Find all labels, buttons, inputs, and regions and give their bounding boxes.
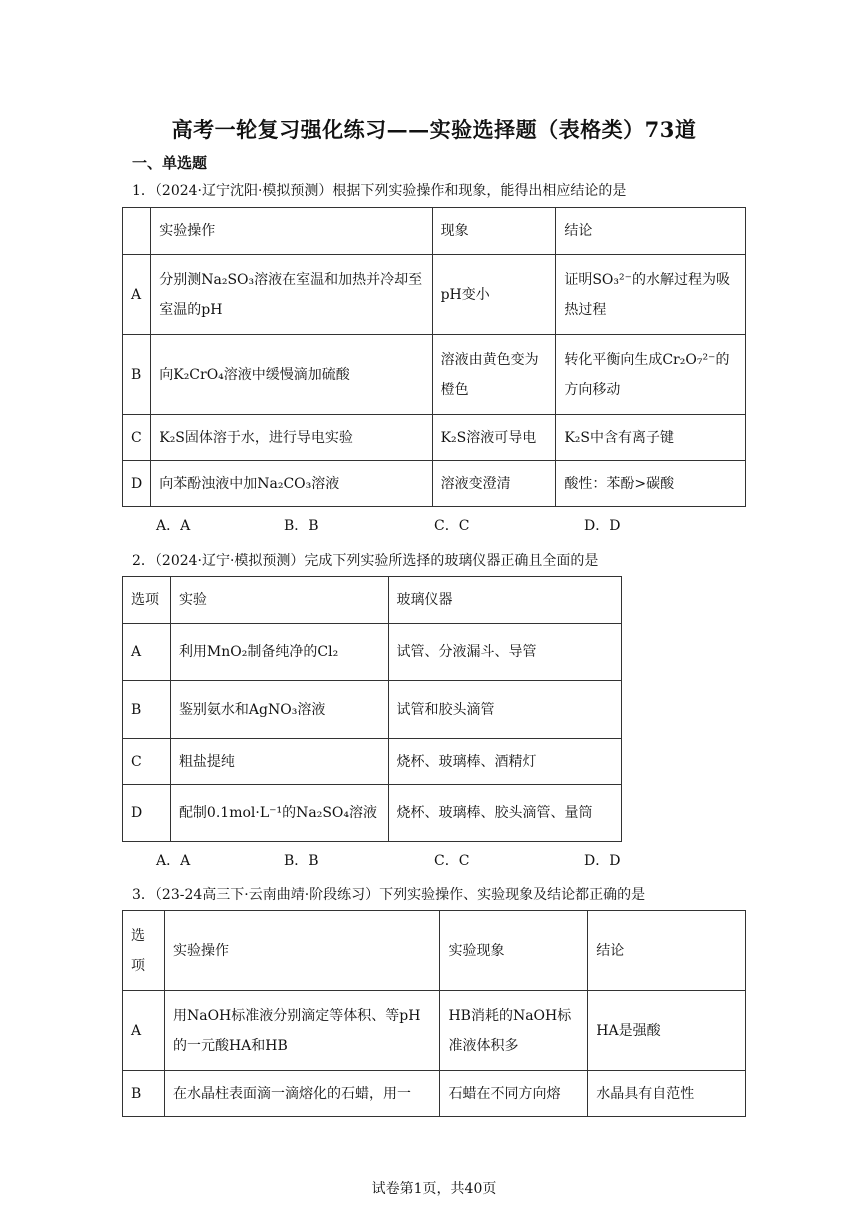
- table-cell: 石蜡在不同方向熔: [440, 1071, 588, 1117]
- table-cell: 鉴别氨水和AgNO₃溶液: [170, 681, 388, 739]
- table-cell: pH变小: [432, 255, 556, 335]
- table-header-cell: 实验操作: [151, 208, 432, 255]
- table-cell: 水晶具有自范性: [588, 1071, 746, 1117]
- table-header-cell: 选项: [123, 911, 165, 991]
- question-2-stem: 2．（2024·辽宁·模拟预测）完成下列实验所选择的玻璃仪器正确且全面的是: [132, 553, 599, 569]
- table-cell: A: [123, 991, 165, 1071]
- table-header-row: [123, 577, 622, 624]
- table-cell: B: [123, 1071, 165, 1117]
- table-cell: B: [123, 681, 171, 739]
- page-footer: 试卷第1页，共40页: [371, 1181, 497, 1197]
- table-header-row: [123, 208, 746, 255]
- table-header-cell: [123, 208, 151, 255]
- table-cell: 分别测Na₂SO₃溶液在室温和加热并冷却至室温的pH: [151, 255, 432, 335]
- question-1-stem: 1．（2024·辽宁沈阳·模拟预测）根据下列实验操作和现象，能得出相应结论的是: [132, 183, 627, 199]
- table-cell: HB消耗的NaOH标准液体积多: [440, 991, 588, 1071]
- table-row: [123, 335, 746, 415]
- question-2-options: [156, 850, 636, 870]
- table-cell: 酸性：苯酚>碳酸: [556, 461, 746, 507]
- table-cell: 溶液变澄清: [432, 461, 556, 507]
- table-cell: K₂S中含有离子键: [556, 415, 746, 461]
- table-cell: 试管和胶头滴管: [388, 681, 621, 739]
- option-d[interactable]: D．D: [584, 518, 621, 534]
- table-row: [123, 255, 746, 335]
- table-cell: 用NaOH标准液分别滴定等体积、等pH的一元酸HA和HB: [164, 991, 440, 1071]
- option-c[interactable]: C．C: [434, 518, 470, 534]
- table-cell: HA是强酸: [588, 991, 746, 1071]
- question-1-table: [122, 207, 746, 507]
- table-cell: 向K₂CrO₄溶液中缓慢滴加硫酸: [151, 335, 432, 415]
- table-cell: 利用MnO₂制备纯净的Cl₂: [170, 624, 388, 681]
- question-3-stem: 3．（23-24高三下·云南曲靖·阶段练习）下列实验操作、实验现象及结论都正确的是: [132, 887, 646, 903]
- table-header-cell: 结论: [556, 208, 746, 255]
- table-row: [123, 681, 622, 739]
- table-cell: 转化平衡向生成Cr₂O₇²⁻的方向移动: [556, 335, 746, 415]
- table-cell: 烧杯、玻璃棒、胶头滴管、量筒: [388, 785, 621, 842]
- table-header-cell: 现象: [432, 208, 556, 255]
- table-cell: K₂S固体溶于水，进行导电实验: [151, 415, 432, 461]
- table-row: [123, 1071, 746, 1117]
- table-header-cell: 实验操作: [164, 911, 440, 991]
- table-cell: 配制0.1mol·L⁻¹的Na₂SO₄溶液: [170, 785, 388, 842]
- table-cell: A: [123, 624, 171, 681]
- table-row: [123, 739, 622, 785]
- table-cell: C: [123, 415, 151, 461]
- option-b[interactable]: B．B: [284, 853, 319, 869]
- table-header-row: [123, 911, 746, 991]
- table-cell: 烧杯、玻璃棒、酒精灯: [388, 739, 621, 785]
- table-row: [123, 624, 622, 681]
- table-cell: D: [123, 785, 171, 842]
- question-1-options: [156, 515, 636, 535]
- table-cell: 粗盐提纯: [170, 739, 388, 785]
- option-c[interactable]: C．C: [434, 853, 470, 869]
- option-b[interactable]: B．B: [284, 518, 319, 534]
- table-header-cell: 选项: [123, 577, 171, 624]
- table-cell: D: [123, 461, 151, 507]
- table-cell: 在水晶柱表面滴一滴熔化的石蜡，用一: [164, 1071, 440, 1117]
- table-cell: 试管、分液漏斗、导管: [388, 624, 621, 681]
- table-cell: 溶液由黄色变为橙色: [432, 335, 556, 415]
- table-header-cell: 实验: [170, 577, 388, 624]
- question-3-table: [122, 910, 746, 1117]
- table-cell: 向苯酚浊液中加Na₂CO₃溶液: [151, 461, 432, 507]
- option-a[interactable]: A．A: [156, 853, 191, 869]
- table-row: [123, 461, 746, 507]
- table-cell: C: [123, 739, 171, 785]
- question-2-table: [122, 576, 622, 842]
- table-header-cell: 玻璃仪器: [388, 577, 621, 624]
- table-row: [123, 415, 746, 461]
- table-cell: B: [123, 335, 151, 415]
- option-a[interactable]: A．A: [156, 518, 191, 534]
- section-heading: 一、单选题: [132, 154, 208, 172]
- table-row: [123, 785, 622, 842]
- table-cell: A: [123, 255, 151, 335]
- table-header-cell: 实验现象: [440, 911, 588, 991]
- table-cell: 证明SO₃²⁻的水解过程为吸热过程: [556, 255, 746, 335]
- page-title: 高考一轮复习强化练习——实验选择题（表格类）73道: [171, 117, 697, 142]
- table-header-cell: 结论: [588, 911, 746, 991]
- table-cell: K₂S溶液可导电: [432, 415, 556, 461]
- table-row: [123, 991, 746, 1071]
- option-d[interactable]: D．D: [584, 853, 621, 869]
